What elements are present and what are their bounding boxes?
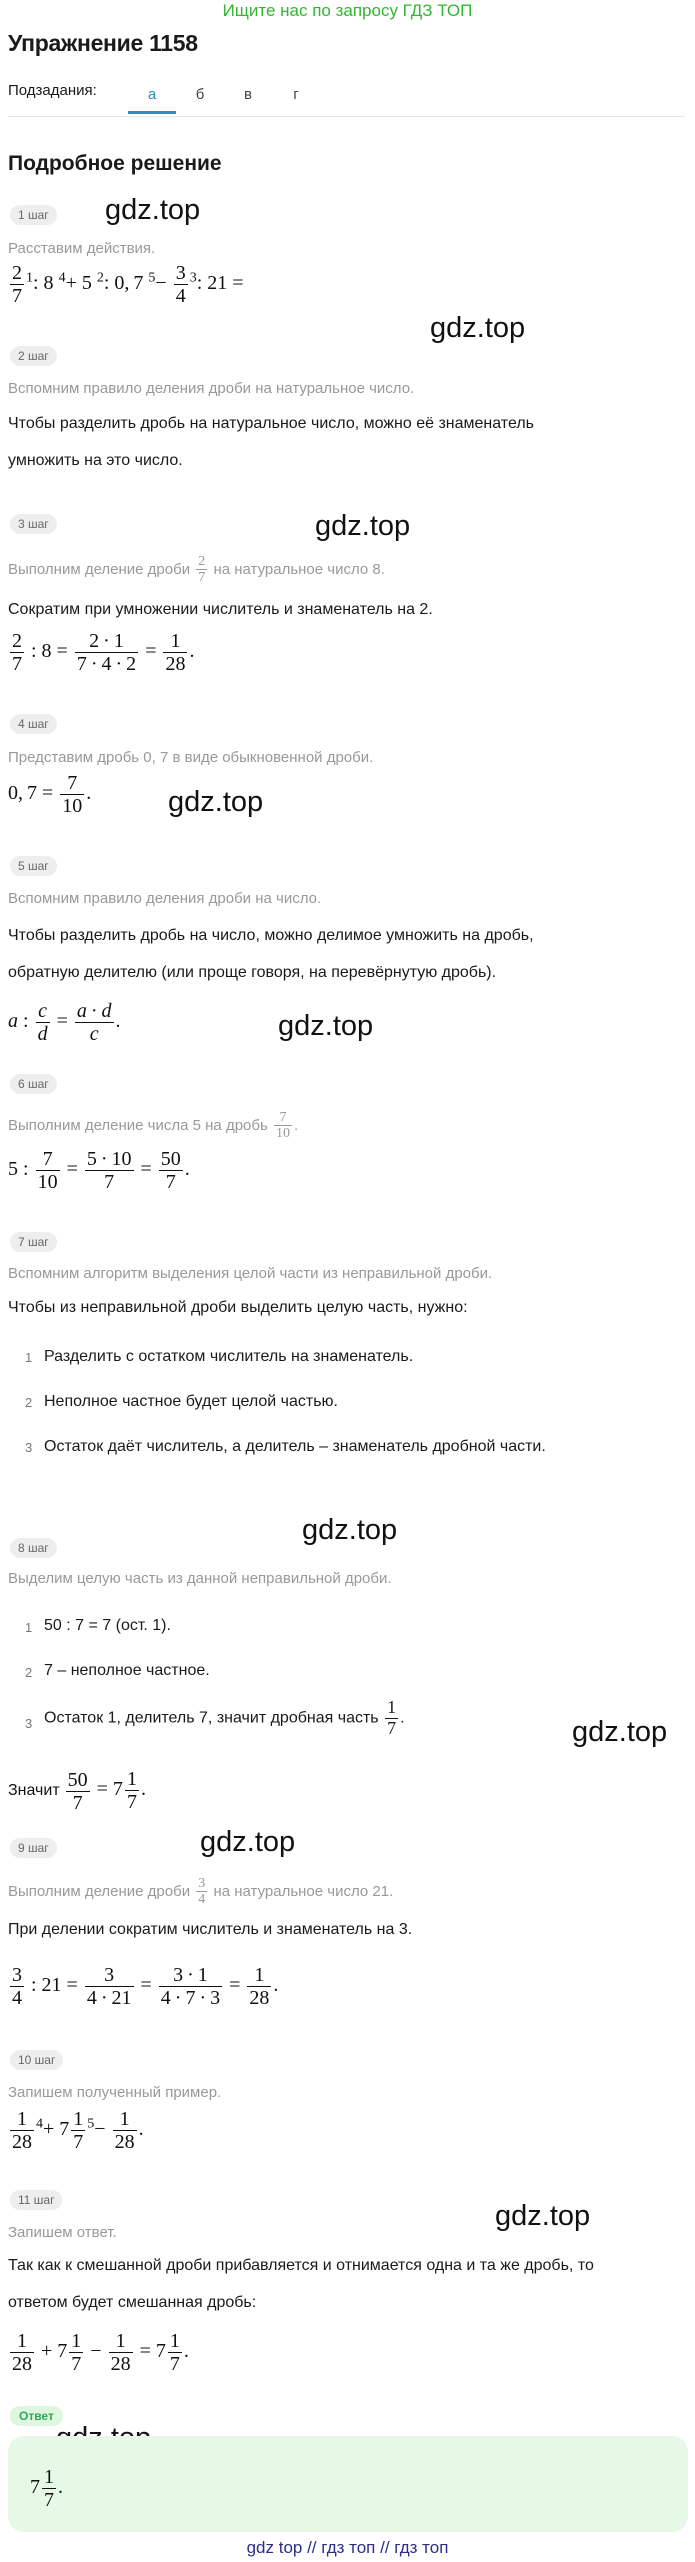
step-hint: Выполним деление числа 5 на дробь $\frac{7}{10}$ .: [8, 1110, 299, 1142]
step-text: При делении сократим числитель и знаменатель на 3.: [8, 1921, 413, 1938]
tab-v[interactable]: в: [244, 86, 252, 103]
list-item: 50 : 7 = 7 (ост. 1).: [44, 1617, 171, 1634]
step-hint: Вспомним алгоритм выделения целой части из неправильной дроби.: [8, 1265, 493, 1282]
math-expression: Значит $\frac{50}{7}$ = 7 $\frac{1}{7}$ .: [8, 1768, 146, 1814]
watermark: gdz.top: [572, 1716, 668, 1748]
step-hint: Представим дробь 0, 7 в виде обыкновенной дроби.: [8, 749, 374, 766]
step-text: ответом будет смешанная дробь:: [8, 2294, 257, 2311]
step-hint: Выполним деление дроби $\frac{2}{7}$ на натуральное число 8.: [8, 554, 385, 586]
watermark: gdz.top: [302, 1514, 398, 1546]
watermark: gdz.top: [200, 1826, 296, 1858]
rule-text: Чтобы разделить дробь на число, можно делимое умножить на дробь,: [8, 927, 534, 944]
rule-text: умножить на это число.: [8, 452, 183, 469]
list-number: 3: [25, 1440, 33, 1455]
subtask-tabs: [128, 76, 320, 114]
math-expression: $\frac{2}{7}$ $^1$: 8 $^4$+ 5 $^2$: 0, 7 $^5$− $\frac{3}{4}$ $^3$: 21 =: [12, 262, 244, 307]
math-expression: 5 : $\frac{7}{10}$ = $\frac{5 \cdot 10}{7}$ = $\frac{50}{7}$ .: [8, 1148, 190, 1193]
step-badge: 1 шаг: [10, 205, 57, 225]
step-hint: Вспомним правило деления дроби на число.: [8, 890, 322, 907]
step-badge: 3 шаг: [10, 514, 57, 534]
rule-text: Чтобы разделить дробь на натуральное число, можно её знаменатель: [8, 415, 534, 432]
list-item: Неполное частное будет целой частью.: [44, 1393, 338, 1410]
step-text: Так как к смешанной дроби прибавляется и отнимается одна и та же дробь, то: [8, 2257, 594, 2274]
step-hint: Выполним деление дроби $\frac{3}{4}$ на натуральное число 21.: [8, 1876, 394, 1908]
step-text: Чтобы из неправильной дроби выделить целую часть, нужно:: [8, 1299, 468, 1316]
math-expression: 0, 7 = $\frac{7}{10}$ .: [8, 772, 92, 817]
list-number: 3: [25, 1716, 33, 1731]
step-hint: Запишем ответ.: [8, 2224, 117, 2241]
watermark: gdz.top: [430, 312, 526, 344]
watermark: gdz.top: [278, 1010, 374, 1042]
math-expression: $\frac{1}{28}$ $^4$+ 7 $\frac{1}{7}$ $^5$− $\frac{1}{28}$ .: [12, 2108, 144, 2153]
step-badge: 4 шаг: [10, 714, 57, 734]
math-expression: $\frac{2}{7}$ : 8 = $\frac{2 \cdot 1}{7 \cdot 4 \cdot 2}$ = $\frac{1}{28}$ .: [12, 630, 195, 675]
step-badge: 11 шаг: [10, 2190, 62, 2210]
list-number: 1: [25, 1350, 33, 1365]
step-badge: 8 шаг: [10, 1538, 57, 1558]
list-item: Разделить с остатком числитель на знаменатель.: [44, 1348, 414, 1365]
list-item: 7 – неполное частное.: [44, 1662, 210, 1679]
step-hint: Выделим целую часть из данной неправильной дроби.: [8, 1570, 392, 1587]
step-badge: 10 шаг: [10, 2050, 63, 2070]
watermark: gdz.top: [168, 786, 264, 818]
step-badge: 6 шаг: [10, 1074, 57, 1094]
math-expression: $\frac{1}{28}$ + 7 $\frac{1}{7}$ − $\frac{1}{28}$ = 7 $\frac{1}{7}$ .: [12, 2330, 189, 2375]
step-badge: 7 шаг: [10, 1232, 57, 1252]
list-item: Остаток даёт числитель, а делитель – знаменатель дробной части.: [44, 1438, 546, 1455]
step-badge: 5 шаг: [10, 856, 57, 876]
step-text: Сократим при умножении числитель и знаменатель на 2.: [8, 601, 433, 618]
step-hint: Расставим действия.: [8, 240, 156, 257]
answer-badge: Ответ: [10, 2406, 63, 2426]
list-number: 2: [25, 1395, 33, 1410]
math-expression: $\frac{3}{4}$ : 21 = $\frac{3}{4 \cdot 21}$ = $\frac{3 \cdot 1}{4 \cdot 7 \cdot 3}$ = $\frac{1}{28}$ .: [12, 1964, 279, 2009]
list-item: Остаток 1, делитель 7, значит дробная часть $\frac{1}{7}$ .: [44, 1697, 405, 1738]
watermark: gdz.top: [495, 2200, 591, 2232]
promo-banner: Ищите нас по запросу ГДЗ ТОП: [222, 1, 473, 20]
step-badge: 2 шаг: [10, 346, 57, 366]
watermark: gdz.top: [105, 194, 201, 226]
tab-g[interactable]: г: [293, 86, 299, 103]
subtasks-label: Подзадания:: [8, 82, 97, 99]
rule-text: обратную делителю (или проще говоря, на перевёрнутую дробь).: [8, 964, 497, 981]
math-expression: a : $\frac{c}{d}$ = $\frac{a \cdot d}{c}$ .: [8, 1000, 121, 1045]
page-title: Упражнение 1158: [8, 30, 198, 56]
watermark: gdz.top: [315, 510, 411, 542]
divider: [8, 116, 685, 117]
step-badge: 9 шаг: [10, 1838, 57, 1858]
list-number: 1: [25, 1620, 33, 1635]
step-hint: Вспомним правило деления дроби на натуральное число.: [8, 380, 415, 397]
answer-value: 7 $\frac{1}{7}$ .: [30, 2466, 63, 2511]
section-title: Подробное решение: [8, 152, 222, 175]
answer-box: [8, 2436, 688, 2532]
tab-b[interactable]: б: [195, 86, 205, 103]
step-hint: Запишем полученный пример.: [8, 2084, 222, 2101]
tab-a[interactable]: а: [128, 76, 176, 114]
footer-links[interactable]: gdz top // гдз топ // гдз топ: [246, 2538, 449, 2557]
list-number: 2: [25, 1665, 33, 1680]
